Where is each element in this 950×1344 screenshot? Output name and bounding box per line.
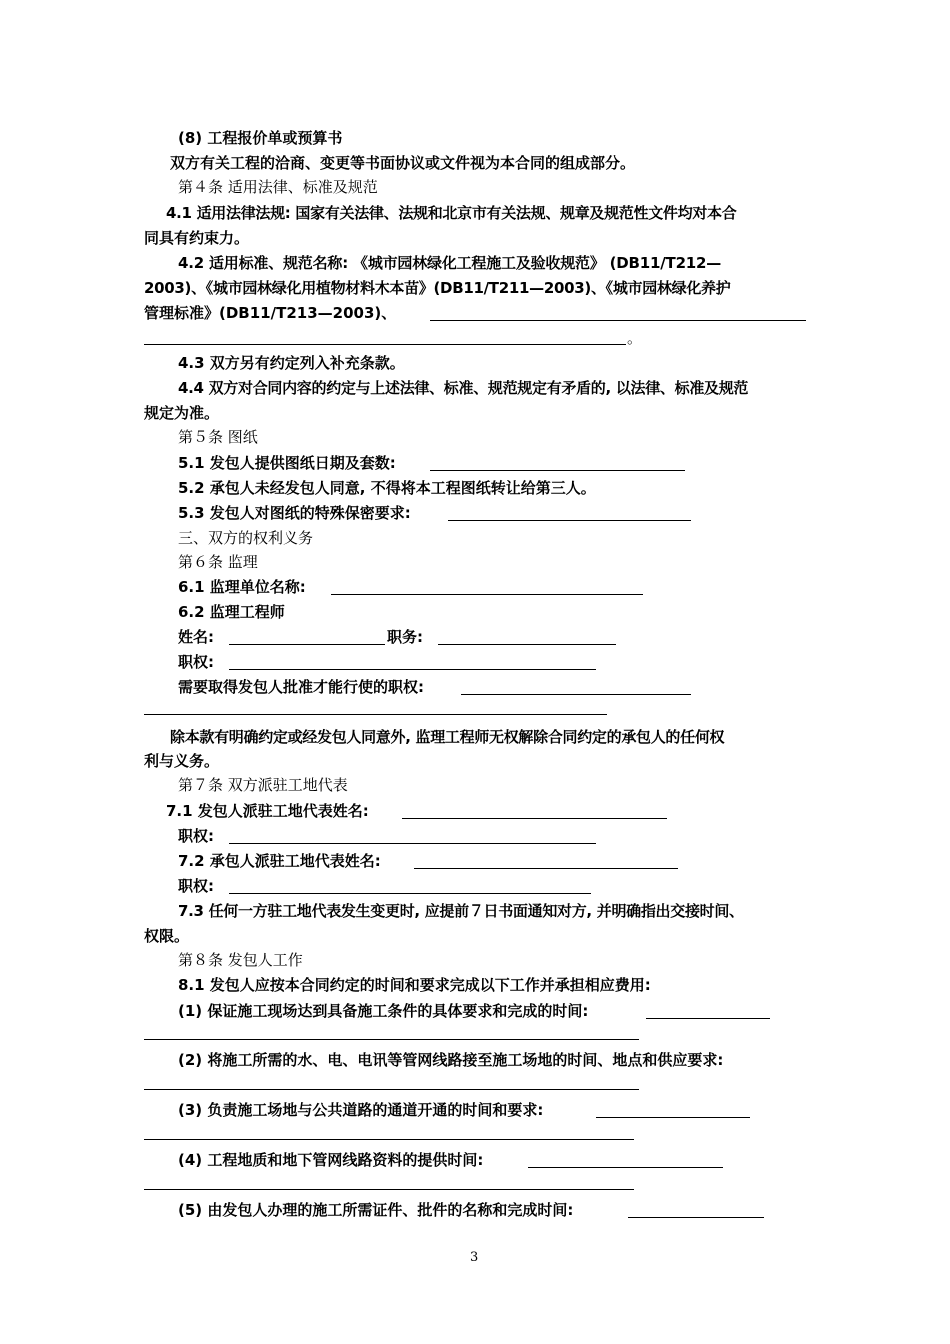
label-name: 姓名: <box>178 628 214 646</box>
clause-4-1: 4.1 适用法律法规: 国家有关法律、法规和北京市有关法规、规章及规范性文件均对本合 <box>166 204 737 222</box>
blank-line <box>144 1089 639 1090</box>
blank-line <box>144 1189 634 1190</box>
blank-line <box>144 344 626 345</box>
blank-line <box>144 1039 639 1040</box>
clause-4-2-cont: 2003)、《城市园林绿化用植物材料木本苗》(DB11/T211—2003)、《城市园林绿化养护 <box>144 279 731 297</box>
article-6-heading: 第６条 监理 <box>178 553 258 571</box>
clause-7-1: 7.1 发包人派驻工地代表姓名: <box>166 802 369 820</box>
clause-4-4-cont: 规定为准。 <box>144 404 220 422</box>
line-negotiation-docs: 双方有关工程的洽商、变更等书面协议或文件视为本合同的组成部分。 <box>170 154 636 172</box>
clause-4-4: 4.4 双方对合同内容的约定与上述法律、标准、规范规定有矛盾的, 以法律、标准及规范 <box>178 379 749 397</box>
clause-6-2: 6.2 监理工程师 <box>178 603 285 621</box>
clause-5-2: 5.2 承包人未经发包人同意, 不得将本工程图纸转让给第三人。 <box>178 479 596 497</box>
article-8-heading: 第８条 发包人工作 <box>178 951 303 969</box>
blank-line <box>461 694 691 695</box>
clause-4-2-end: 管理标准》(DB11/T213—2003)、 <box>144 304 397 322</box>
blank-line <box>144 1139 634 1140</box>
blank-line <box>430 470 685 471</box>
clause-6-1: 6.1 监理单位名称: <box>178 578 306 596</box>
article-5-heading: 第５条 图纸 <box>178 428 258 446</box>
label-authority: 职权: <box>178 827 214 845</box>
clause-4-3: 4.3 双方另有约定列入补充条款。 <box>178 354 405 372</box>
blank-line <box>448 520 691 521</box>
blank-line <box>430 320 806 321</box>
blank-line <box>596 1117 750 1118</box>
label-authority: 职权: <box>178 653 214 671</box>
label-approval-authority: 需要取得发包人批准才能行使的职权: <box>178 678 425 696</box>
article-7-heading: 第７条 双方派驻工地代表 <box>178 776 348 794</box>
section-3-heading: 三、双方的权利义务 <box>178 529 314 547</box>
blank-line <box>229 644 385 645</box>
clause-7-3: 7.3 任何一方驻工地代表发生变更时, 应提前７日书面通知对方, 并明确指出交接时间、 <box>178 902 744 920</box>
blank-line <box>646 1018 770 1019</box>
blank-line <box>229 669 596 670</box>
blank-line <box>628 1217 764 1218</box>
blank-line <box>229 843 596 844</box>
clause-7-3-cont: 权限。 <box>144 927 190 945</box>
clause-5-1: 5.1 发包人提供图纸日期及套数: <box>178 454 396 472</box>
blank-line <box>229 893 591 894</box>
item-8-1-3: (3) 负责施工场地与公共道路的通道开通的时间和要求: <box>178 1101 544 1119</box>
label-position: 职务: <box>387 628 423 646</box>
supervisor-limit: 除本款有明确约定或经发包人同意外, 监理工程师无权解除合同约定的承包人的任何权 <box>170 728 725 746</box>
clause-7-2: 7.2 承包人派驻工地代表姓名: <box>178 852 381 870</box>
page-number: 3 <box>470 1250 479 1265</box>
item-8-1-1: (1) 保证施工现场达到具备施工条件的具体要求和完成的时间: <box>178 1002 589 1020</box>
blank-line <box>331 594 643 595</box>
item-8-1-4: (4) 工程地质和地下管网线路资料的提供时间: <box>178 1151 484 1169</box>
label-authority: 职权: <box>178 877 214 895</box>
blank-line <box>144 714 607 715</box>
blank-line <box>528 1167 723 1168</box>
blank-line <box>414 868 678 869</box>
item-8-1-5: (5) 由发包人办理的施工所需证件、批件的名称和完成时间: <box>178 1201 574 1219</box>
clause-4-2: 4.2 适用标准、规范名称: 《城市园林绿化工程施工及验收规范》 (DB11/T212— <box>178 254 722 272</box>
item-8-1-2: (2) 将施工所需的水、电、电讯等管网线路接至施工场地的时间、地点和供应要求: <box>178 1051 724 1069</box>
blank-line <box>438 644 616 645</box>
supervisor-limit-cont: 利与义务。 <box>144 752 220 770</box>
period-mark: 。 <box>627 329 643 347</box>
clause-4-1-cont: 同具有约束力。 <box>144 229 250 247</box>
line-8-budget: (8) 工程报价单或预算书 <box>178 129 343 147</box>
blank-line <box>402 818 667 819</box>
article-4-heading: 第４条 适用法律、标准及规范 <box>178 178 378 196</box>
clause-5-3: 5.3 发包人对图纸的特殊保密要求: <box>178 504 411 522</box>
clause-8-1: 8.1 发包人应按本合同约定的时间和要求完成以下工作并承担相应费用: <box>178 976 651 994</box>
